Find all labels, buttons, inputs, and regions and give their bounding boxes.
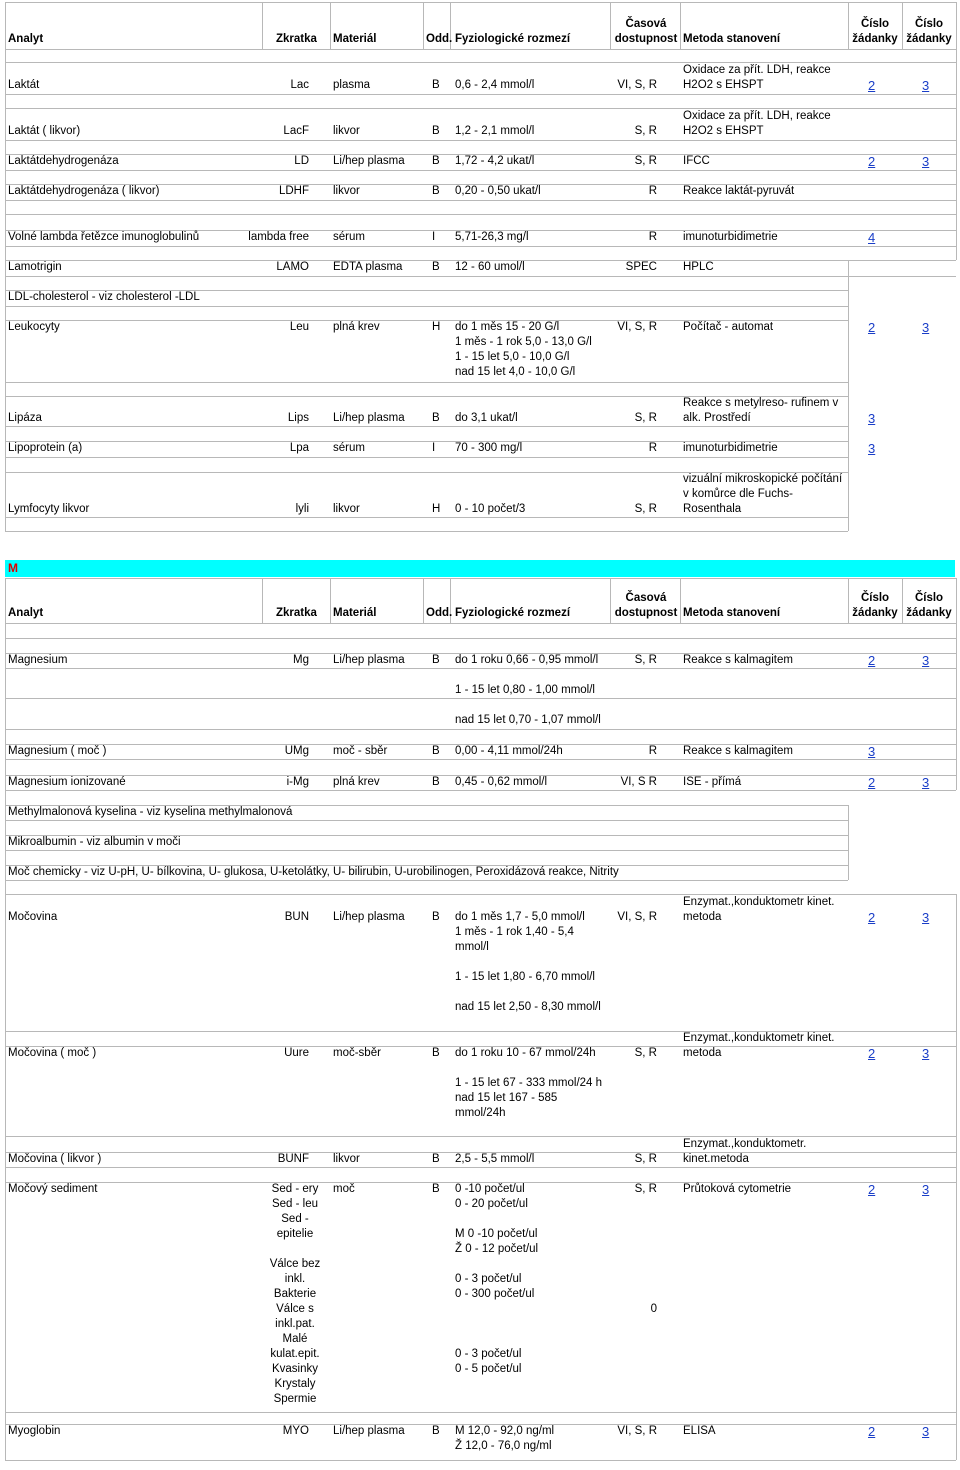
cell-metoda: Enzymat.,konduktometr. bbox=[683, 1138, 807, 1150]
grid-line bbox=[423, 2, 424, 49]
cell-material: moč - sběr bbox=[333, 745, 388, 757]
grid-line bbox=[423, 578, 424, 623]
cell-zkratka: inkl. bbox=[284, 1273, 306, 1285]
cell-rozmezi: do 1 roku 0,66 - 0,95 mmol/l bbox=[455, 654, 599, 666]
cell-zkratka: Malé bbox=[282, 1333, 308, 1345]
cell-metoda: alk. Prostředí bbox=[683, 412, 751, 424]
header-cislo-2: Číslo žádanky bbox=[906, 18, 952, 45]
grid-line bbox=[5, 49, 956, 50]
header-metoda: Metoda stanovení bbox=[683, 33, 781, 45]
cell-zkratka: lyli bbox=[295, 503, 309, 515]
zadanka-link[interactable]: 3 bbox=[922, 1182, 930, 1197]
cell-analyt: Lipáza bbox=[8, 412, 42, 424]
cell-rozmezi: Ž 0 - 12 počet/ul bbox=[455, 1243, 539, 1255]
cell-material: EDTA plasma bbox=[333, 261, 403, 273]
cell-metoda: H2O2 s EHSPT bbox=[683, 125, 764, 137]
cell-zkratka: Uure bbox=[284, 1047, 309, 1059]
zadanka-link[interactable]: 2 bbox=[868, 78, 876, 93]
zadanka-link[interactable]: 3 bbox=[922, 1046, 930, 1061]
cell-odd: B bbox=[432, 125, 440, 137]
cell-material: likvor bbox=[333, 503, 360, 515]
cell-rozmezi: 0 - 3 počet/ul bbox=[455, 1348, 522, 1360]
cell-zkratka: kulat.epit. bbox=[270, 1348, 320, 1360]
cell-zkratka: epitelie bbox=[276, 1228, 314, 1240]
cell-odd: B bbox=[432, 776, 440, 788]
grid-line bbox=[262, 578, 263, 623]
cell-zkratka: inkl.pat. bbox=[275, 1318, 315, 1330]
section-letter: M bbox=[8, 561, 18, 575]
cell-analyt: Laktát ( likvor) bbox=[8, 125, 81, 137]
grid-line bbox=[956, 2, 957, 260]
cell-dostupnost: S, R bbox=[634, 412, 657, 424]
cell-metoda: ELISA bbox=[683, 1425, 716, 1437]
cell-zkratka: Spermie bbox=[273, 1393, 317, 1405]
cell-dostupnost: VI, S, R bbox=[617, 1425, 657, 1437]
cell-rozmezi: 0 - 5 počet/ul bbox=[455, 1363, 522, 1375]
cell-rozmezi: do 1 roku 10 - 67 mmol/24h bbox=[455, 1047, 596, 1059]
cell-analyt: Mikroalbumin - viz albumin v moči bbox=[8, 836, 181, 848]
cell-metoda: imunoturbidimetrie bbox=[683, 231, 778, 243]
zadanka-link[interactable]: 3 bbox=[922, 1424, 930, 1439]
cell-analyt: Močovina ( likvor ) bbox=[8, 1153, 102, 1165]
cell-rozmezi: mmol/l bbox=[455, 941, 489, 953]
cell-dostupnost: S, R bbox=[634, 654, 657, 666]
header-cislo-1: Číslo žádanky bbox=[852, 18, 898, 45]
cell-odd: B bbox=[432, 1183, 440, 1195]
grid-line bbox=[5, 140, 956, 141]
grid-line bbox=[5, 729, 956, 730]
cell-analyt: Myoglobin bbox=[8, 1425, 61, 1437]
cell-zkratka: Leu bbox=[289, 321, 309, 333]
cell-metoda: Reakce s metylreso- rufinem v bbox=[683, 397, 839, 409]
cell-odd: B bbox=[432, 1047, 440, 1059]
cell-rozmezi: 1 měs - 1 rok 5,0 - 13,0 G/l bbox=[455, 336, 592, 348]
cell-rozmezi: mmol/24h bbox=[455, 1107, 506, 1119]
cell-metoda: Oxidace za přít. LDH, reakce bbox=[683, 110, 831, 122]
zadanka-link[interactable]: 3 bbox=[868, 441, 876, 456]
zadanka-link[interactable]: 3 bbox=[922, 775, 930, 790]
cell-analyt: Magnesium bbox=[8, 654, 68, 666]
cell-rozmezi: 70 - 300 mg/l bbox=[455, 442, 523, 454]
cell-material: Li/hep plasma bbox=[333, 412, 405, 424]
cell-rozmezi: M 0 -10 počet/ul bbox=[455, 1228, 538, 1240]
cell-dostupnost: S, R bbox=[634, 503, 657, 515]
cell-material: sérum bbox=[333, 442, 365, 454]
cell-metoda: HPLC bbox=[683, 261, 714, 273]
cell-rozmezi: 0 -10 počet/ul bbox=[455, 1183, 525, 1195]
grid-line bbox=[5, 200, 956, 201]
cell-dostupnost: VI, S R bbox=[620, 776, 657, 788]
header-cislo-2: Číslo žádanky bbox=[906, 592, 952, 619]
cell-zkratka: Kvasinky bbox=[271, 1363, 319, 1375]
cell-dostupnost: S, R bbox=[634, 125, 657, 137]
cell-analyt: Laktátdehydrogenáza bbox=[8, 155, 119, 167]
cell-zkratka: Válce bez bbox=[269, 1258, 321, 1270]
cell-rozmezi: 0 - 300 počet/ul bbox=[455, 1288, 535, 1300]
cell-zkratka: MYO bbox=[282, 1425, 309, 1437]
cell-odd: B bbox=[432, 1153, 440, 1165]
zadanka-link[interactable]: 2 bbox=[868, 1182, 876, 1197]
cell-analyt: Lamotrigin bbox=[8, 261, 62, 273]
cell-metoda: Reakce s kalmagitem bbox=[683, 654, 793, 666]
cell-material: Li/hep plasma bbox=[333, 155, 405, 167]
cell-material: plasma bbox=[333, 79, 371, 91]
grid-line bbox=[5, 850, 848, 851]
cell-rozmezi: 1 - 15 let 1,80 - 6,70 mmol/l bbox=[455, 971, 595, 983]
header-analyt: Analyt bbox=[8, 607, 44, 619]
cell-zkratka: UMg bbox=[284, 745, 309, 757]
cell-analyt: Moč chemicky - viz U-pH, U- bílkovina, U- glukosa, U-ketolátky, U- bilirubin, U-urobilinogen, Peroxidázová reakce, Nitrity bbox=[8, 866, 619, 878]
zadanka-link[interactable]: 3 bbox=[922, 154, 930, 169]
grid-line bbox=[5, 623, 956, 624]
grid-line bbox=[956, 578, 957, 790]
zadanka-link[interactable]: 2 bbox=[868, 653, 876, 668]
cell-metoda: Průtoková cytometrie bbox=[683, 1183, 792, 1195]
grid-line bbox=[5, 1167, 956, 1168]
cell-metoda: vizuální mikroskopické počítání bbox=[683, 473, 843, 485]
grid-line bbox=[5, 2, 956, 3]
cell-material: Li/hep plasma bbox=[333, 911, 405, 923]
cell-zkratka: LDHF bbox=[278, 185, 309, 197]
cell-analyt: Lymfocyty likvor bbox=[8, 503, 90, 515]
cell-zkratka: Lpa bbox=[289, 442, 309, 454]
cell-dostupnost: R bbox=[648, 231, 657, 243]
zadanka-link[interactable]: 2 bbox=[868, 1424, 876, 1439]
cell-rozmezi: 0 - 20 počet/ul bbox=[455, 1198, 528, 1210]
cell-rozmezi: nad 15 let 4,0 - 10,0 G/l bbox=[455, 366, 576, 378]
grid-line bbox=[262, 2, 263, 49]
zadanka-link[interactable]: 3 bbox=[922, 320, 930, 335]
grid-line bbox=[5, 578, 6, 1460]
cell-zkratka: LAMO bbox=[276, 261, 309, 273]
cell-dostupnost: R bbox=[648, 745, 657, 757]
header-material: Materiál bbox=[333, 607, 377, 619]
cell-zkratka: Sed - ery bbox=[271, 1183, 319, 1195]
cell-odd: B bbox=[432, 745, 440, 757]
cell-rozmezi: do 3,1 ukat/l bbox=[455, 412, 518, 424]
cell-zkratka: Sed - bbox=[281, 1213, 309, 1225]
grid-line bbox=[5, 1460, 956, 1461]
header-rozmezi: Fyziologické rozmezí bbox=[455, 607, 571, 619]
header-zkratka: Zkratka bbox=[276, 607, 317, 619]
cell-rozmezi: 0 - 3 počet/ul bbox=[455, 1273, 522, 1285]
zadanka-link[interactable]: 2 bbox=[868, 154, 876, 169]
cell-rozmezi: 1 měs - 1 rok 1,40 - 5,4 bbox=[455, 926, 574, 938]
grid-line bbox=[5, 170, 956, 171]
cell-material: moč-sběr bbox=[333, 1047, 381, 1059]
cell-analyt: Volné lambda řetězce imunoglobulinů bbox=[8, 231, 200, 243]
cell-dostupnost: VI, S, R bbox=[617, 911, 657, 923]
cell-odd: I bbox=[432, 442, 436, 454]
cell-rozmezi: nad 15 let 2,50 - 8,30 mmol/l bbox=[455, 1001, 601, 1013]
cell-metoda: Oxidace za přít. LDH, reakce bbox=[683, 64, 831, 76]
section-bar-m bbox=[5, 560, 955, 577]
cell-odd: B bbox=[432, 261, 440, 273]
header-odd: Odd. bbox=[426, 607, 453, 619]
grid-line bbox=[5, 382, 848, 383]
grid-line bbox=[330, 578, 331, 623]
cell-zkratka: LacF bbox=[283, 125, 309, 137]
cell-metoda: ISE - přímá bbox=[683, 776, 742, 788]
grid-line bbox=[5, 2, 6, 531]
zadanka-link[interactable]: 3 bbox=[922, 910, 930, 925]
cell-odd: H bbox=[432, 503, 441, 515]
grid-line bbox=[5, 94, 956, 95]
cell-material: plná krev bbox=[333, 776, 380, 788]
grid-line bbox=[5, 668, 956, 669]
zadanka-link[interactable]: 2 bbox=[868, 775, 876, 790]
grid-line bbox=[5, 1412, 956, 1413]
cell-odd: H bbox=[432, 321, 441, 333]
cell-rozmezi: do 1 měs 15 - 20 G/l bbox=[455, 321, 560, 333]
cell-odd: B bbox=[432, 1425, 440, 1437]
cell-zkratka: i-Mg bbox=[286, 776, 309, 788]
cell-analyt: Močový sediment bbox=[8, 1183, 98, 1195]
grid-line bbox=[5, 638, 956, 639]
cell-rozmezi: 0,45 - 0,62 mmol/l bbox=[455, 776, 548, 788]
grid-line bbox=[5, 246, 956, 247]
cell-rozmezi: 1,2 - 2,1 mmol/l bbox=[455, 125, 535, 137]
cell-rozmezi: 1 - 15 let 5,0 - 10,0 G/l bbox=[455, 351, 570, 363]
cell-zkratka: BUNF bbox=[277, 1153, 309, 1165]
cell-dostupnost: SPEC bbox=[625, 261, 657, 273]
header-rozmezi: Fyziologické rozmezí bbox=[455, 33, 571, 45]
cell-rozmezi: nad 15 let 0,70 - 1,07 mmol/l bbox=[455, 714, 601, 726]
cell-rozmezi: 2,5 - 5,5 mmol/l bbox=[455, 1153, 535, 1165]
cell-material: sérum bbox=[333, 231, 365, 243]
cell-rozmezi: do 1 měs 1,7 - 5,0 mmol/l bbox=[455, 911, 585, 923]
cell-rozmezi: M 12,0 - 92,0 ng/ml bbox=[455, 1425, 555, 1437]
cell-zkratka: Sed - leu bbox=[271, 1198, 319, 1210]
cell-analyt: Magnesium ( moč ) bbox=[8, 745, 107, 757]
grid-line bbox=[5, 698, 956, 699]
grid-line bbox=[5, 531, 848, 532]
cell-odd: B bbox=[432, 79, 440, 91]
cell-material: likvor bbox=[333, 125, 360, 137]
cell-analyt: Magnesium ionizované bbox=[8, 776, 126, 788]
cell-analyt: Leukocyty bbox=[8, 321, 60, 333]
cell-material: Li/hep plasma bbox=[333, 654, 405, 666]
header-zkratka: Zkratka bbox=[276, 33, 317, 45]
cell-rozmezi: 1 - 15 let 0,80 - 1,00 mmol/l bbox=[455, 684, 595, 696]
grid-line bbox=[5, 790, 956, 791]
cell-dostupnost: S, R bbox=[634, 1183, 657, 1195]
grid-line bbox=[5, 276, 956, 277]
cell-rozmezi: 0 - 10 počet/3 bbox=[455, 503, 526, 515]
cell-odd: I bbox=[432, 231, 436, 243]
cell-metoda: metoda bbox=[683, 1047, 722, 1059]
cell-zkratka: Krystaly bbox=[274, 1378, 316, 1390]
cell-analyt: Lipoprotein (a) bbox=[8, 442, 83, 454]
zadanka-link[interactable]: 3 bbox=[868, 744, 876, 759]
cell-rozmezi: nad 15 let 167 - 585 bbox=[455, 1092, 558, 1104]
header-dostupnost: Časová dostupnost bbox=[614, 18, 678, 45]
grid-line bbox=[5, 820, 848, 821]
grid-line bbox=[5, 880, 848, 881]
cell-analyt: Laktát bbox=[8, 79, 40, 91]
grid-line bbox=[956, 894, 957, 1460]
zadanka-link[interactable]: 3 bbox=[922, 78, 930, 93]
cell-analyt: Laktátdehydrogenáza ( likvor) bbox=[8, 185, 160, 197]
cell-metoda: Počítač - automat bbox=[683, 321, 774, 333]
grid-line bbox=[5, 517, 848, 518]
cell-analyt: Methylmalonová kyselina - viz kyselina methylmalonová bbox=[8, 806, 293, 818]
grid-line bbox=[5, 457, 848, 458]
grid-line bbox=[5, 214, 956, 215]
grid-line bbox=[330, 2, 331, 49]
header-analyt: Analyt bbox=[8, 33, 44, 45]
zadanka-link[interactable]: 2 bbox=[868, 320, 876, 335]
header-dostupnost: Časová dostupnost bbox=[614, 592, 678, 619]
cell-zkratka: Válce s bbox=[276, 1303, 314, 1315]
grid-line bbox=[848, 260, 849, 531]
cell-zkratka: LD bbox=[294, 155, 309, 167]
cell-odd: B bbox=[432, 412, 440, 424]
header-cislo-1: Číslo žádanky bbox=[852, 592, 898, 619]
cell-metoda: Enzymat.,konduktometr kinet. bbox=[683, 1032, 835, 1044]
cell-material: plná krev bbox=[333, 321, 380, 333]
cell-rozmezi: Ž 12,0 - 76,0 ng/ml bbox=[455, 1440, 552, 1452]
header-material: Materiál bbox=[333, 33, 377, 45]
cell-material: moč bbox=[333, 1183, 355, 1195]
cell-metoda: imunoturbidimetrie bbox=[683, 442, 778, 454]
cell-metoda: IFCC bbox=[683, 155, 710, 167]
cell-metoda: Enzymat.,konduktometr kinet. bbox=[683, 896, 835, 908]
zadanka-link[interactable]: 2 bbox=[868, 910, 876, 925]
cell-rozmezi: 0,6 - 2,4 mmol/l bbox=[455, 79, 535, 91]
cell-metoda: kinet.metoda bbox=[683, 1153, 749, 1165]
cell-metoda: Rosenthala bbox=[683, 503, 742, 515]
cell-metoda: Reakce laktát-pyruvát bbox=[683, 185, 795, 197]
zadanka-link[interactable]: 3 bbox=[922, 653, 930, 668]
cell-analyt: LDL-cholesterol - viz cholesterol -LDL bbox=[8, 291, 200, 303]
grid-line bbox=[5, 1136, 956, 1137]
cell-material: Li/hep plasma bbox=[333, 1425, 405, 1437]
cell-dostupnost: VI, S, R bbox=[617, 79, 657, 91]
cell-odd: B bbox=[432, 155, 440, 167]
cell-dostupnost: R bbox=[648, 185, 657, 197]
cell-rozmezi: 1,72 - 4,2 ukat/l bbox=[455, 155, 535, 167]
cell-dostupnost: S, R bbox=[634, 1153, 657, 1165]
cell-zkratka: BUN bbox=[284, 911, 309, 923]
cell-metoda: H2O2 s EHSPT bbox=[683, 79, 764, 91]
cell-rozmezi: 0,00 - 4,11 mmol/24h bbox=[455, 745, 563, 757]
cell-metoda: Reakce s kalmagitem bbox=[683, 745, 793, 757]
zadanka-link[interactable]: 3 bbox=[868, 411, 876, 426]
cell-material: likvor bbox=[333, 185, 360, 197]
cell-rozmezi: 5,71-26,3 mg/l bbox=[455, 231, 529, 243]
cell-rozmezi: 1 - 15 let 67 - 333 mmol/24 h bbox=[455, 1077, 603, 1089]
cell-rozmezi: 12 - 60 umol/l bbox=[455, 261, 525, 273]
cell-dostupnost: 0 bbox=[650, 1303, 657, 1315]
zadanka-link[interactable]: 2 bbox=[868, 1046, 876, 1061]
cell-odd: B bbox=[432, 654, 440, 666]
cell-analyt: Močovina ( moč ) bbox=[8, 1047, 97, 1059]
cell-analyt: Močovina bbox=[8, 911, 58, 923]
grid-line bbox=[5, 306, 848, 307]
header-metoda: Metoda stanovení bbox=[683, 607, 781, 619]
cell-material: likvor bbox=[333, 1153, 360, 1165]
grid-line bbox=[5, 759, 956, 760]
cell-odd: B bbox=[432, 185, 440, 197]
cell-zkratka: Bakterie bbox=[273, 1288, 317, 1300]
grid-line bbox=[848, 805, 849, 880]
cell-metoda: v komůrce dle Fuchs- bbox=[683, 488, 793, 500]
grid-line bbox=[5, 426, 848, 427]
cell-zkratka: Lips bbox=[287, 412, 309, 424]
header-odd: Odd. bbox=[426, 33, 453, 45]
cell-zkratka: Lac bbox=[290, 79, 309, 91]
cell-dostupnost: S, R bbox=[634, 155, 657, 167]
cell-rozmezi: 0,20 - 0,50 ukat/l bbox=[455, 185, 541, 197]
grid-line bbox=[5, 578, 956, 579]
cell-dostupnost: R bbox=[648, 442, 657, 454]
cell-metoda: metoda bbox=[683, 911, 722, 923]
cell-zkratka: lambda free bbox=[248, 231, 309, 243]
zadanka-link[interactable]: 4 bbox=[868, 230, 876, 245]
cell-odd: B bbox=[432, 911, 440, 923]
cell-zkratka: Mg bbox=[293, 654, 309, 666]
cell-dostupnost: S, R bbox=[634, 1047, 657, 1059]
cell-dostupnost: VI, S, R bbox=[617, 321, 657, 333]
